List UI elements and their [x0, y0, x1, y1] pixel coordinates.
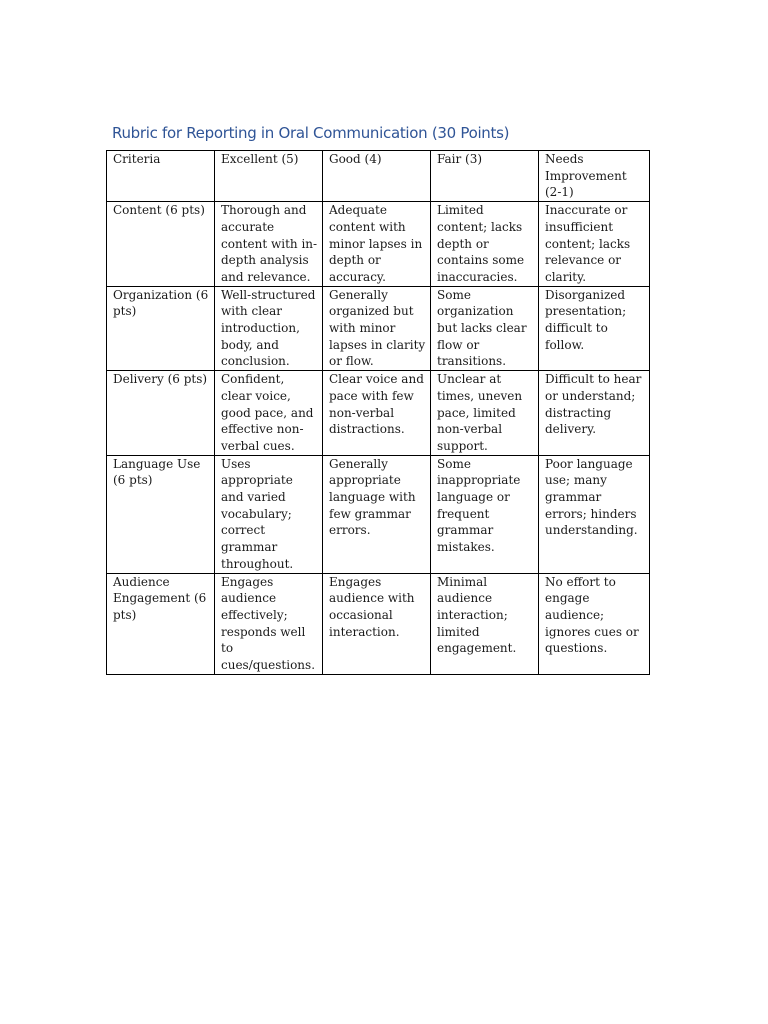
needs-improvement-cell: Difficult to hear or understand; distracting delivery. — [539, 371, 650, 456]
table-row — [107, 455, 650, 573]
good-cell: Engages audience with occasional interaction. — [323, 573, 431, 674]
excellent-cell: Well-structured with clear introduction, body, and conclusion. — [215, 286, 323, 371]
table-row — [107, 202, 650, 287]
excellent-cell: Confident, clear voice, good pace, and effective non-verbal cues. — [215, 371, 323, 456]
table-header-row — [107, 151, 650, 202]
criteria-cell: Content (6 pts) — [107, 202, 215, 287]
table-row — [107, 371, 650, 456]
table-row — [107, 286, 650, 371]
needs-improvement-cell: Poor language use; many grammar errors; hinders understanding. — [539, 455, 650, 573]
needs-improvement-cell: Disorganized presentation; difficult to follow. — [539, 286, 650, 371]
excellent-cell: Uses appropriate and varied vocabulary; correct grammar throughout. — [215, 455, 323, 573]
header-needs-improvement: Needs Improvement (2-1) — [539, 151, 650, 202]
fair-cell: Unclear at times, uneven pace, limited non-verbal support. — [431, 371, 539, 456]
fair-cell: Limited content; lacks depth or contains some inaccuracies. — [431, 202, 539, 287]
good-cell: Generally appropriate language with few grammar errors. — [323, 455, 431, 573]
header-criteria: Criteria — [107, 151, 215, 202]
good-cell: Generally organized but with minor lapses in clarity or flow. — [323, 286, 431, 371]
fair-cell: Minimal audience interaction; limited engagement. — [431, 573, 539, 674]
criteria-cell: Delivery (6 pts) — [107, 371, 215, 456]
needs-improvement-cell: No effort to engage audience; ignores cues or questions. — [539, 573, 650, 674]
needs-improvement-cell: Inaccurate or insufficient content; lacks relevance or clarity. — [539, 202, 650, 287]
criteria-cell: Audience Engagement (6 pts) — [107, 573, 215, 674]
document-title: Rubric for Reporting in Oral Communication (30 Points) — [112, 124, 510, 142]
header-good: Good (4) — [323, 151, 431, 202]
excellent-cell: Thorough and accurate content with in-depth analysis and relevance. — [215, 202, 323, 287]
fair-cell: Some organization but lacks clear flow or transitions. — [431, 286, 539, 371]
header-fair: Fair (3) — [431, 151, 539, 202]
rubric-table — [106, 150, 650, 675]
table-row — [107, 573, 650, 674]
good-cell: Adequate content with minor lapses in depth or accuracy. — [323, 202, 431, 287]
fair-cell: Some inappropriate language or frequent grammar mistakes. — [431, 455, 539, 573]
criteria-cell: Organization (6 pts) — [107, 286, 215, 371]
header-excellent: Excellent (5) — [215, 151, 323, 202]
excellent-cell: Engages audience effectively; responds well to cues/questions. — [215, 573, 323, 674]
good-cell: Clear voice and pace with few non-verbal distractions. — [323, 371, 431, 456]
criteria-cell: Language Use (6 pts) — [107, 455, 215, 573]
